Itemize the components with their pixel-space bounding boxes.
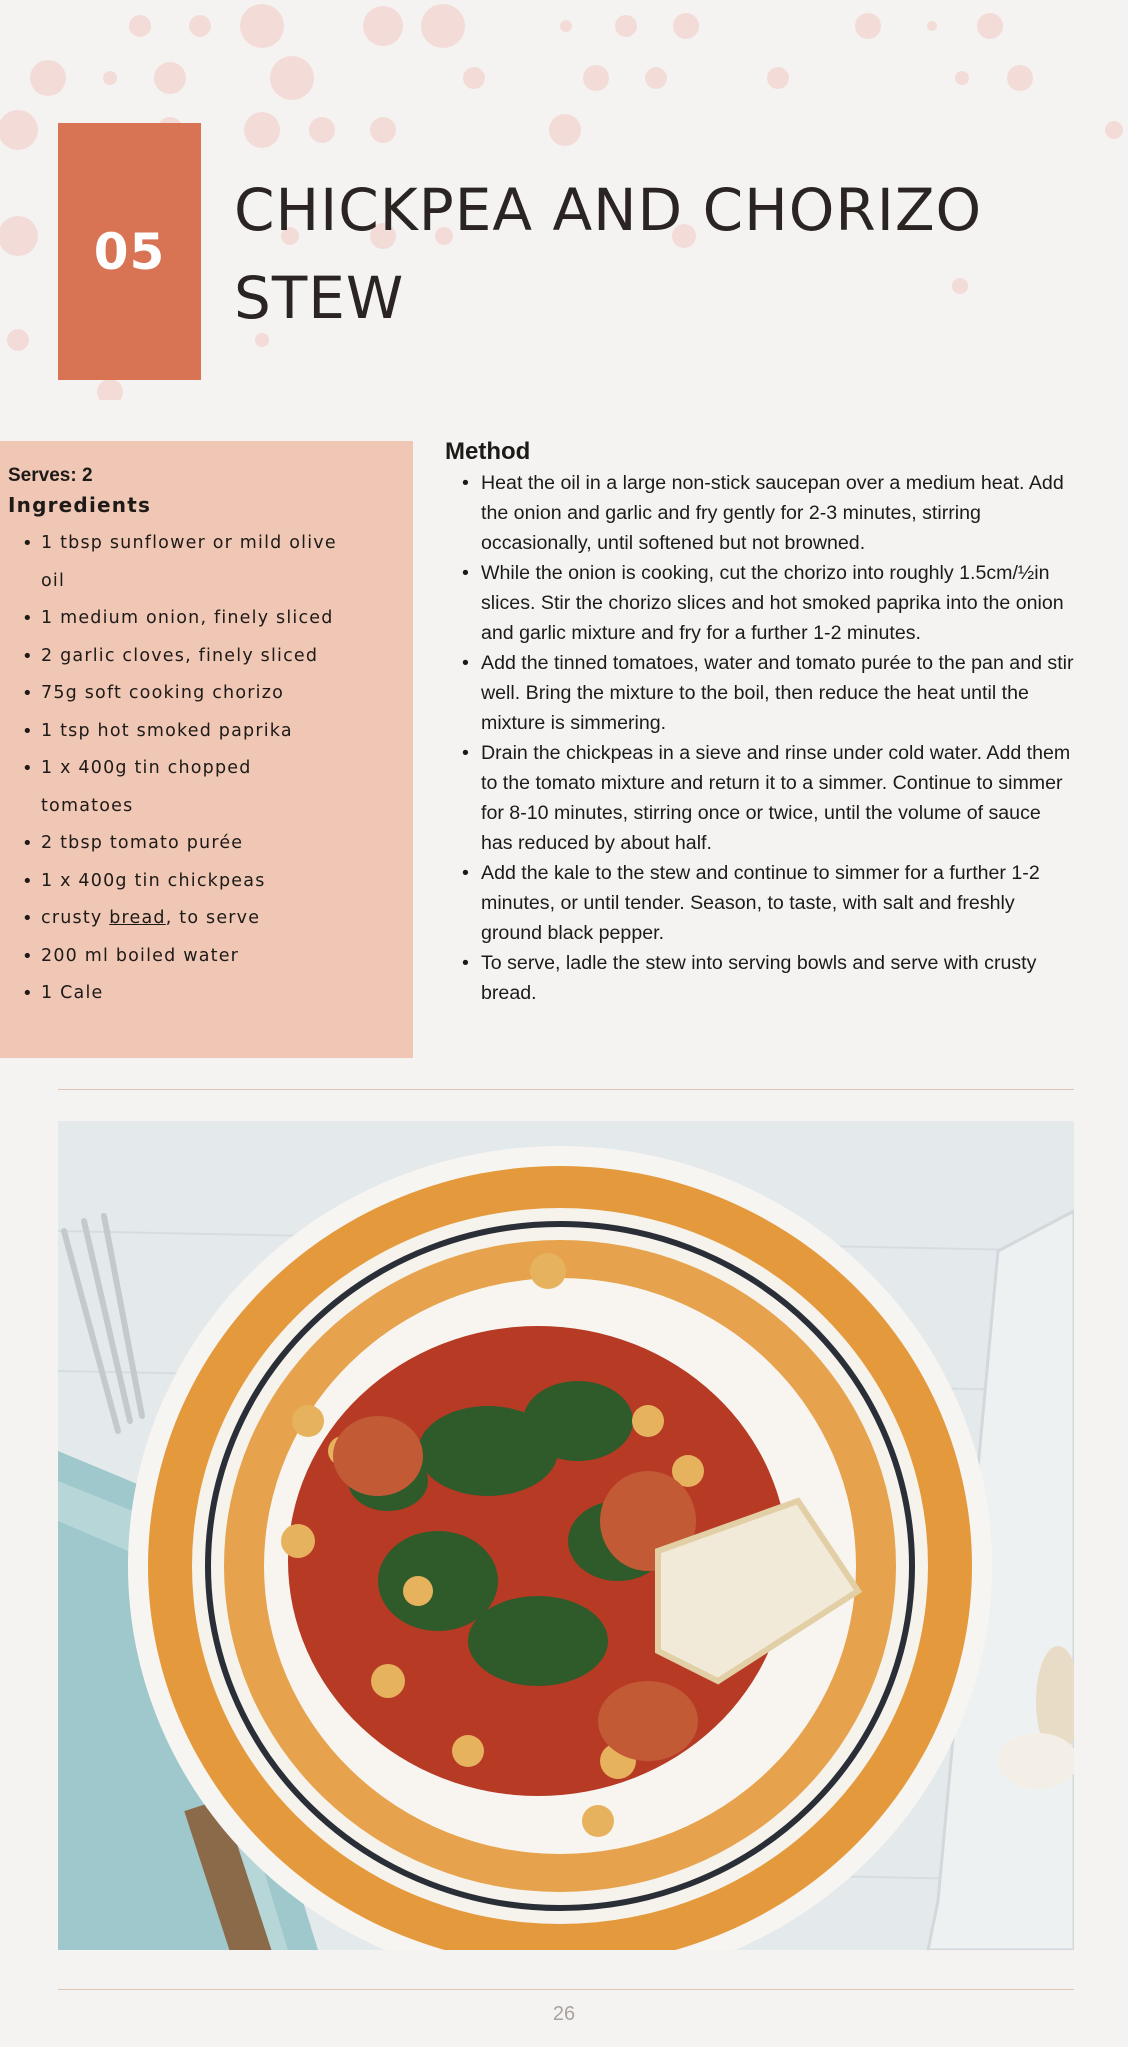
stew-bowl-illustration [58, 1121, 1074, 1950]
recipe-title: CHICKPEA AND CHORIZO STEW [234, 176, 983, 332]
page-number: 26 [552, 2003, 576, 2025]
divider-top [58, 1089, 1074, 1090]
ingredient-text: , to serve [165, 908, 261, 928]
bread-link[interactable]: bread [109, 908, 166, 928]
recipe-photo [58, 1121, 1074, 1950]
method-heading: Method [445, 438, 531, 465]
ingredient-item: • 1 medium onion, finely sliced [8, 600, 341, 638]
method-steps [445, 468, 1075, 1008]
method-step: • While the onion is cooking, cut the chorizo into roughly 1.5cm/½in slices. Stir the chorizo slices and hot smoked paprika into the onion and garlic mixture and fry for a further 1-2 minutes. [445, 558, 1075, 648]
method-step: • Drain the chickpeas in a sieve and rinse under cold water. Add them to the tomato mixture and return it to a simmer. Continue to simmer for 8-10 minutes, stirring once or twice, until the volume of sauce has reduced by about half. [445, 738, 1075, 858]
ingredient-item: • 1 tbsp sunflower or mild olive oil [8, 525, 341, 600]
method-step: • Add the kale to the stew and continue to simmer for a further 1-2 minutes, or until tender. Season, to taste, with salt and freshly ground black pepper. [445, 858, 1075, 948]
method-step: • Heat the oil in a large non-stick saucepan over a medium heat. Add the onion and garlic and fry gently for 2-3 minutes, stirring occasionally, until softened but not browned. [445, 468, 1075, 558]
ingredient-item: • 1 x 400g tin chopped tomatoes [8, 750, 341, 825]
ingredient-item: • 75g soft cooking chorizo [8, 675, 341, 713]
recipe-number-badge [58, 123, 201, 380]
ingredient-text: crusty [41, 908, 110, 928]
ingredient-item-bread [8, 900, 341, 938]
ingredient-item: • 2 tbsp tomato purée [8, 825, 341, 863]
ingredients-heading: Ingredients [8, 493, 152, 517]
recipe-number: 05 [93, 222, 166, 281]
divider-bottom [58, 1989, 1074, 1990]
ingredient-item: • 1 Cale [8, 975, 341, 1013]
method-step: • To serve, ladle the stew into serving bowls and serve with crusty bread. [445, 948, 1075, 1008]
ingredients-panel [0, 441, 413, 1058]
ingredient-item: • 1 x 400g tin chickpeas [8, 863, 341, 901]
method-step: • Add the tinned tomatoes, water and tomato purée to the pan and stir well. Bring the mixture to the boil, then reduce the heat until the mixture is simmering. [445, 648, 1075, 738]
method-section [445, 438, 1075, 1008]
ingredient-item: • 200 ml boiled water [8, 938, 341, 976]
ingredients-list [8, 525, 413, 1013]
ingredient-item: • 2 garlic cloves, finely sliced [8, 638, 341, 676]
ingredient-item: • 1 tsp hot smoked paprika [8, 713, 341, 751]
serves-count: Serves: 2 [8, 465, 93, 486]
